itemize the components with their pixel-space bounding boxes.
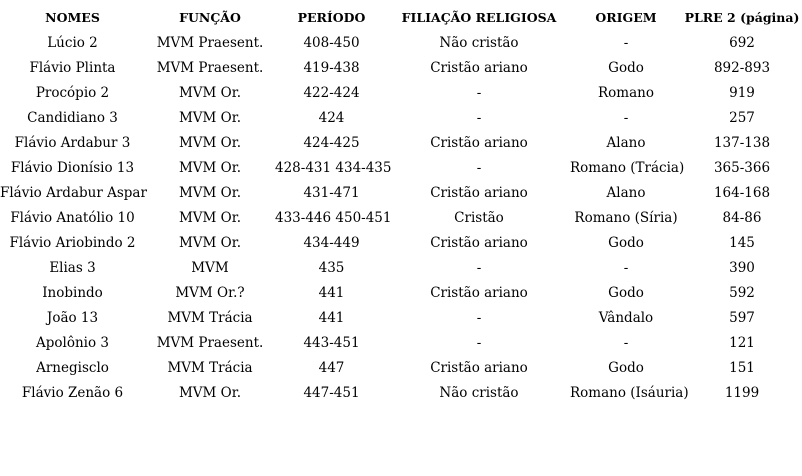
cell-filiacao-religiosa: - <box>476 109 482 126</box>
cell-filiacao-religiosa: Não cristão <box>439 34 519 51</box>
table-row <box>0 230 802 255</box>
cell-periodo: 408-450 <box>303 34 360 51</box>
cell-origem: Romano (Trácia) <box>570 159 685 176</box>
cell-origem: - <box>623 34 629 51</box>
cell-nome: Flávio Zenão 6 <box>21 384 124 401</box>
cell-nome: Lúcio 2 <box>47 34 98 51</box>
cell-plre-pagina: 137-138 <box>713 134 771 151</box>
table-row <box>0 155 802 180</box>
cell-plre-pagina: 164-168 <box>713 184 771 201</box>
cell-filiacao-religiosa: - <box>476 309 482 326</box>
cell-nome: João 13 <box>46 309 99 326</box>
cell-nome: Flávio Dionísio 13 <box>10 159 135 176</box>
cell-funcao: MVM <box>191 259 229 276</box>
table-row <box>0 205 802 230</box>
table-row <box>0 180 802 205</box>
cell-periodo: 441 <box>318 284 345 301</box>
table-row <box>0 130 802 155</box>
header-filiacao-religiosa: FILIAÇÃO RELIGIOSA <box>401 10 557 25</box>
table-header <box>0 5 802 30</box>
cell-origem: Alano <box>606 184 646 201</box>
cell-plre-pagina: 892-893 <box>713 59 771 76</box>
cell-plre-pagina: 121 <box>729 334 755 351</box>
cell-periodo: 443-451 <box>303 334 360 351</box>
cell-plre-pagina: 592 <box>729 284 755 301</box>
cell-periodo: 441 <box>318 309 345 326</box>
cell-funcao: MVM Or. <box>178 84 241 101</box>
cell-funcao: MVM Or.? <box>175 284 245 301</box>
cell-funcao: MVM Praesent. <box>156 59 264 76</box>
table-row <box>0 105 802 130</box>
header-plre-pagina: PLRE 2 (página) <box>684 10 800 25</box>
cell-plre-pagina: 151 <box>729 359 755 376</box>
header-origem: ORIGEM <box>595 10 657 25</box>
table-body <box>0 30 802 405</box>
cell-filiacao-religiosa: - <box>476 334 482 351</box>
cell-origem: Romano (Isáuria) <box>570 384 689 401</box>
table-row <box>0 355 802 380</box>
cell-funcao: MVM Trácia <box>167 359 253 376</box>
cell-filiacao-religiosa: - <box>476 84 482 101</box>
cell-funcao: MVM Or. <box>178 134 241 151</box>
cell-funcao: MVM Or. <box>178 234 241 251</box>
cell-nome: Procópio 2 <box>35 84 110 101</box>
table-row <box>0 30 802 55</box>
cell-plre-pagina: 692 <box>729 34 755 51</box>
cell-origem: Godo <box>608 359 644 376</box>
cell-periodo: 424-425 <box>303 134 360 151</box>
cell-nome: Flávio Ariobindo 2 <box>9 234 136 251</box>
cell-periodo: 422-424 <box>303 84 360 101</box>
cell-filiacao-religiosa: Cristão <box>454 209 504 226</box>
cell-origem: Alano <box>606 134 646 151</box>
officials-table <box>0 5 802 405</box>
cell-plre-pagina: 1199 <box>724 384 760 401</box>
cell-plre-pagina: 145 <box>729 234 755 251</box>
cell-filiacao-religiosa: Cristão ariano <box>430 59 528 76</box>
cell-periodo: 419-438 <box>303 59 360 76</box>
cell-periodo: 428-431 434-435 <box>275 159 392 176</box>
cell-filiacao-religiosa: Cristão ariano <box>430 234 528 251</box>
cell-plre-pagina: 365-366 <box>713 159 771 176</box>
cell-funcao: MVM Or. <box>178 159 241 176</box>
cell-periodo: 424 <box>318 109 345 126</box>
table-row <box>0 305 802 330</box>
cell-funcao: MVM Or. <box>178 184 241 201</box>
cell-funcao: MVM Or. <box>178 109 241 126</box>
cell-origem: - <box>623 109 629 126</box>
cell-nome: Flávio Ardabur 3 <box>14 134 131 151</box>
cell-origem: - <box>623 259 629 276</box>
cell-periodo: 433-446 450-451 <box>275 209 392 226</box>
cell-filiacao-religiosa: Cristão ariano <box>430 184 528 201</box>
cell-filiacao-religiosa: Cristão ariano <box>430 134 528 151</box>
cell-origem: Godo <box>608 234 644 251</box>
cell-plre-pagina: 390 <box>729 259 755 276</box>
cell-periodo: 447-451 <box>303 384 360 401</box>
cell-filiacao-religiosa: - <box>476 259 482 276</box>
cell-periodo: 431-471 <box>303 184 360 201</box>
table-row <box>0 255 802 280</box>
cell-plre-pagina: 597 <box>729 309 755 326</box>
header-nomes: NOMES <box>45 10 100 25</box>
table-row <box>0 280 802 305</box>
cell-funcao: MVM Or. <box>178 384 241 401</box>
cell-periodo: 447 <box>318 359 345 376</box>
cell-plre-pagina: 919 <box>729 84 755 101</box>
cell-funcao: MVM Or. <box>178 209 241 226</box>
cell-nome: Candidiano 3 <box>27 109 118 126</box>
cell-plre-pagina: 84-86 <box>722 209 762 226</box>
cell-periodo: 435 <box>318 259 345 276</box>
table-row <box>0 380 802 405</box>
header-row <box>0 5 802 30</box>
cell-funcao: MVM Praesent. <box>156 34 264 51</box>
cell-origem: Vândalo <box>598 309 654 326</box>
cell-origem: Romano (Síria) <box>574 209 678 226</box>
cell-filiacao-religiosa: Cristão ariano <box>430 359 528 376</box>
cell-nome: Flávio Plinta <box>29 59 116 76</box>
cell-nome: Apolônio 3 <box>36 334 109 351</box>
cell-periodo: 434-449 <box>303 234 360 251</box>
cell-origem: Godo <box>608 59 644 76</box>
cell-origem: Romano <box>598 84 654 101</box>
header-periodo: PERÍODO <box>297 10 366 25</box>
cell-origem: Godo <box>608 284 644 301</box>
cell-origem: - <box>623 334 629 351</box>
cell-filiacao-religiosa: Não cristão <box>439 384 519 401</box>
cell-nome: Inobindo <box>42 284 103 301</box>
table-row <box>0 80 802 105</box>
cell-nome: Elias 3 <box>49 259 96 276</box>
cell-nome: Flávio Anatólio 10 <box>10 209 135 226</box>
cell-funcao: MVM Trácia <box>167 309 253 326</box>
header-funcao: FUNÇÃO <box>179 10 241 25</box>
table-row <box>0 55 802 80</box>
cell-funcao: MVM Praesent. <box>156 334 264 351</box>
cell-plre-pagina: 257 <box>729 109 755 126</box>
cell-nome: Arnegisclo <box>36 359 109 376</box>
cell-filiacao-religiosa: - <box>476 159 482 176</box>
table-row <box>0 330 802 355</box>
cell-nome: Flávio Ardabur Aspar <box>0 184 147 201</box>
cell-filiacao-religiosa: Cristão ariano <box>430 284 528 301</box>
